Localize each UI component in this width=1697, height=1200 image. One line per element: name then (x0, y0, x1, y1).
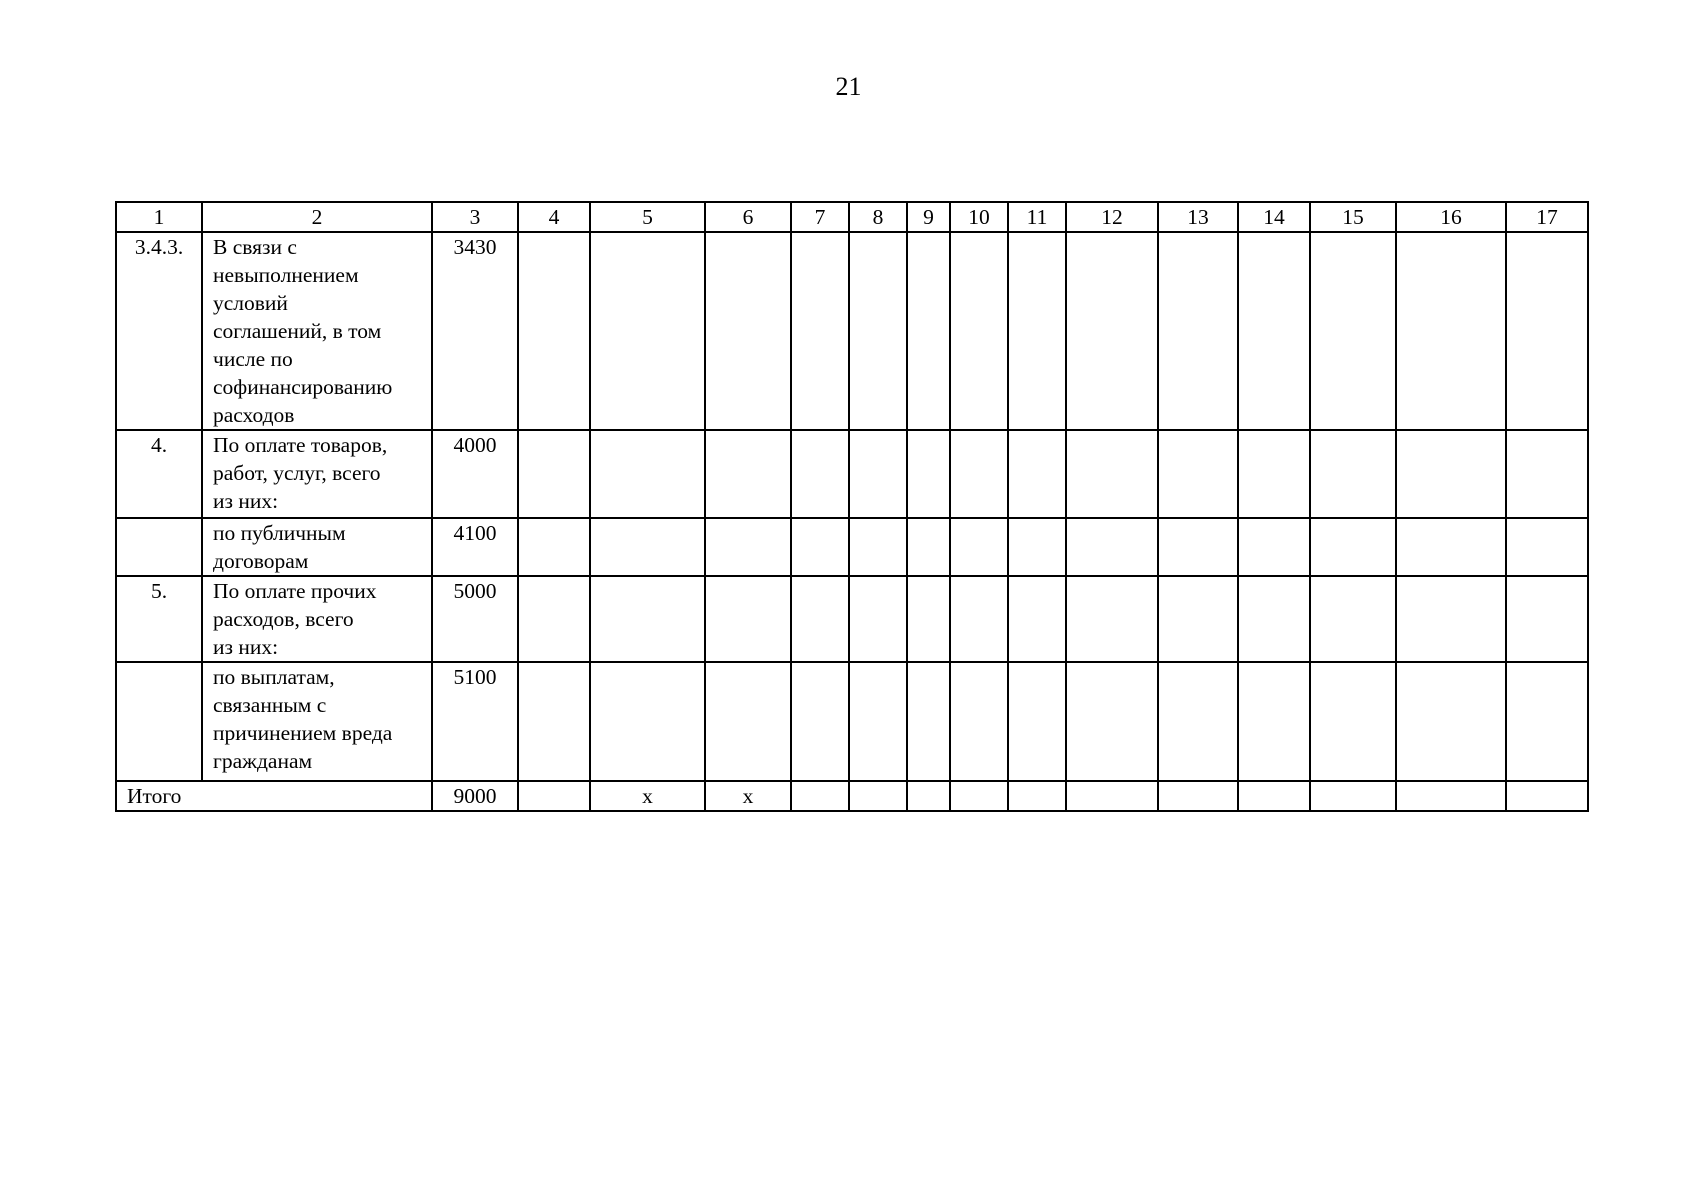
table-row (116, 430, 1588, 518)
empty-cell (518, 576, 590, 662)
row-number (116, 518, 202, 576)
empty-cell (849, 430, 907, 518)
empty-cell (1506, 430, 1588, 518)
empty-cell (590, 576, 705, 662)
empty-cell (950, 232, 1008, 430)
column-header: 16 (1396, 202, 1506, 232)
column-header: 15 (1310, 202, 1396, 232)
empty-cell (950, 781, 1008, 811)
empty-cell (1158, 781, 1238, 811)
empty-cell (907, 662, 950, 781)
empty-cell (1066, 232, 1158, 430)
header-row (116, 202, 1588, 232)
empty-cell (590, 518, 705, 576)
empty-cell (907, 576, 950, 662)
empty-cell (791, 781, 849, 811)
empty-cell (1066, 576, 1158, 662)
empty-cell (1066, 781, 1158, 811)
empty-cell (907, 518, 950, 576)
empty-cell (705, 662, 791, 781)
empty-cell (1066, 518, 1158, 576)
row-name: по публичным договорам (202, 518, 432, 576)
column-header: 6 (705, 202, 791, 232)
column-header: 7 (791, 202, 849, 232)
empty-cell (1008, 430, 1066, 518)
empty-cell (1158, 430, 1238, 518)
empty-cell (518, 662, 590, 781)
total-label: Итого (116, 781, 202, 811)
empty-cell (1158, 232, 1238, 430)
column-header: 2 (202, 202, 432, 232)
column-header: 11 (1008, 202, 1066, 232)
row-name: В связи с невыполнением условий соглашений, в том числе по софинансированию расходов (202, 232, 432, 430)
row-name: по выплатам, связанным с причинением вреда гражданам (202, 662, 432, 781)
total-code: 9000 (432, 781, 518, 811)
empty-cell (590, 662, 705, 781)
empty-cell (590, 232, 705, 430)
empty-cell (1008, 576, 1066, 662)
empty-cell (705, 430, 791, 518)
table-row (116, 232, 1588, 430)
empty-cell (791, 430, 849, 518)
empty-cell (1008, 518, 1066, 576)
empty-cell (1506, 781, 1588, 811)
column-header: 4 (518, 202, 590, 232)
empty-cell (518, 430, 590, 518)
empty-cell (518, 518, 590, 576)
empty-cell (1008, 232, 1066, 430)
row-number: 5. (116, 576, 202, 662)
row-code: 5000 (432, 576, 518, 662)
empty-cell (950, 430, 1008, 518)
row-code: 3430 (432, 232, 518, 430)
table-row (116, 576, 1588, 662)
column-header: 10 (950, 202, 1008, 232)
empty-cell (1238, 232, 1310, 430)
empty-cell (950, 662, 1008, 781)
report-table (115, 201, 1589, 812)
empty-cell (1066, 662, 1158, 781)
empty-cell (1158, 662, 1238, 781)
empty-cell (1396, 662, 1506, 781)
empty-cell (791, 232, 849, 430)
row-number: 3.4.3. (116, 232, 202, 430)
page-number: 21 (835, 72, 862, 101)
empty-cell (1506, 518, 1588, 576)
column-header: 14 (1238, 202, 1310, 232)
empty-cell (950, 576, 1008, 662)
empty-cell (1396, 232, 1506, 430)
empty-cell (1310, 232, 1396, 430)
row-number (116, 662, 202, 781)
column-header: 5 (590, 202, 705, 232)
total-col5-mark: x (590, 781, 705, 811)
empty-cell (202, 781, 432, 811)
empty-cell (791, 518, 849, 576)
row-code: 5100 (432, 662, 518, 781)
empty-cell (950, 518, 1008, 576)
column-header: 1 (116, 202, 202, 232)
column-header: 12 (1066, 202, 1158, 232)
row-code: 4100 (432, 518, 518, 576)
column-header: 13 (1158, 202, 1238, 232)
empty-cell (849, 576, 907, 662)
empty-cell (1310, 518, 1396, 576)
empty-cell (1396, 576, 1506, 662)
empty-cell (518, 232, 590, 430)
empty-cell (1238, 430, 1310, 518)
empty-cell (849, 662, 907, 781)
empty-cell (1238, 662, 1310, 781)
empty-cell (1310, 576, 1396, 662)
row-code: 4000 (432, 430, 518, 518)
empty-cell (590, 430, 705, 518)
row-name: По оплате товаров, работ, услуг, всего из них: (202, 430, 432, 518)
total-row (116, 781, 1588, 811)
empty-cell (1238, 576, 1310, 662)
empty-cell (1158, 576, 1238, 662)
empty-cell (791, 662, 849, 781)
empty-cell (1396, 430, 1506, 518)
empty-cell (849, 232, 907, 430)
empty-cell (791, 576, 849, 662)
table-row (116, 518, 1588, 576)
empty-cell (1310, 662, 1396, 781)
empty-cell (907, 781, 950, 811)
empty-cell (849, 781, 907, 811)
total-col6-mark: x (705, 781, 791, 811)
empty-cell (705, 576, 791, 662)
empty-cell (907, 232, 950, 430)
empty-cell (1396, 781, 1506, 811)
empty-cell (518, 781, 590, 811)
empty-cell (1158, 518, 1238, 576)
empty-cell (1238, 518, 1310, 576)
table-row (116, 662, 1588, 781)
column-header: 9 (907, 202, 950, 232)
empty-cell (1506, 576, 1588, 662)
empty-cell (1506, 662, 1588, 781)
row-number: 4. (116, 430, 202, 518)
empty-cell (907, 430, 950, 518)
empty-cell (1066, 430, 1158, 518)
empty-cell (1008, 662, 1066, 781)
empty-cell (1238, 781, 1310, 811)
empty-cell (1008, 781, 1066, 811)
column-header: 8 (849, 202, 907, 232)
empty-cell (1396, 518, 1506, 576)
empty-cell (705, 232, 791, 430)
column-header: 3 (432, 202, 518, 232)
empty-cell (1310, 781, 1396, 811)
empty-cell (849, 518, 907, 576)
empty-cell (1310, 430, 1396, 518)
row-name: По оплате прочих расходов, всего из них: (202, 576, 432, 662)
empty-cell (705, 518, 791, 576)
empty-cell (1506, 232, 1588, 430)
column-header: 17 (1506, 202, 1588, 232)
